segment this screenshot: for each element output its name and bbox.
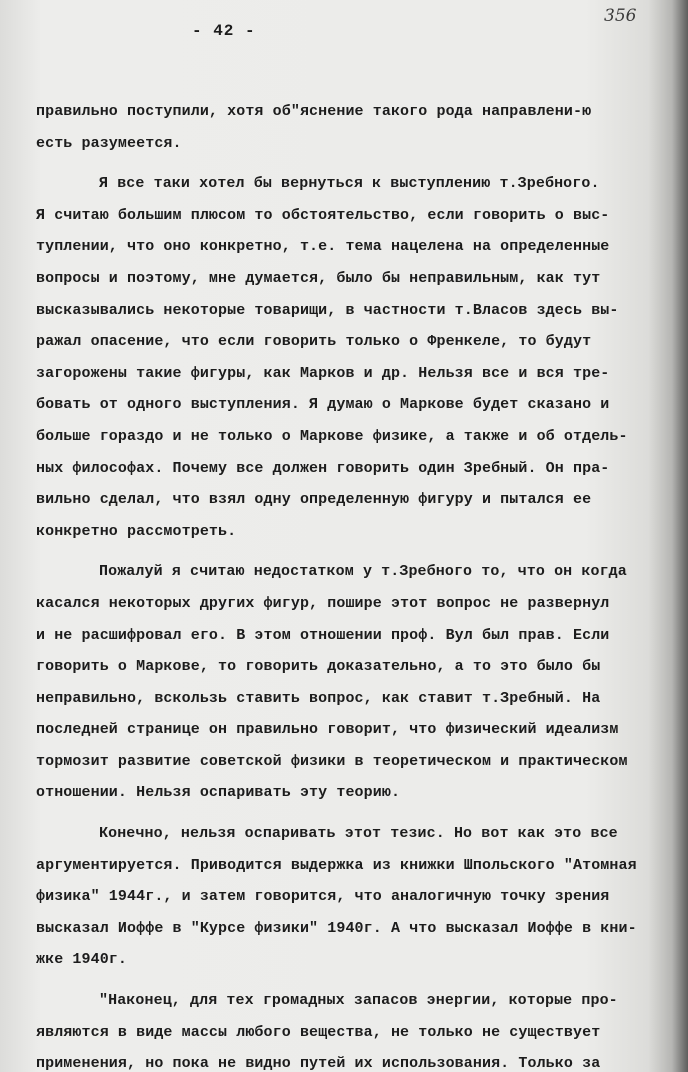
text-line: касался некоторых других фигур, пошире этот вопрос не развернул [36,594,610,612]
text-line: загорожены такие фигуры, как Марков и др. Нельзя все и вся тре- [36,364,610,382]
scan-edge-shadow [648,0,688,1072]
text-line: высказал Иоффе в "Курсе физики" 1940г. А что высказал Иоффе в кни- [36,919,637,937]
text-line: Я все таки хотел бы вернуться к выступлению т.Зребного. [99,175,600,193]
text-line: ных философах. Почему все должен говорить один Зребный. Он пра- [36,459,610,477]
text-line: Я считаю большим плюсом то обстоятельство, если говорить о выс- [36,206,610,224]
text-line: ражал опасение, что если говорить только о Френкеле, то будут [36,333,592,351]
text-line: и не расшифровал его. В этом отношении проф. Вул был прав. Если [36,626,610,644]
text-line: вильно сделал, что взял одну определенную фигуру и пытался ее [36,491,592,509]
text-line: туплении, что оно конкретно, т.е. тема нацелена на определенные [36,238,610,256]
text-line: конкретно рассмотреть. [36,522,237,540]
text-line: больше гораздо и не только о Маркове физике, а также и об отдель- [36,427,628,445]
text-line: неправильно, вскользь ставить вопрос, как ставит т.Зребный. На [36,689,601,707]
archive-folio-number: 356 [604,6,637,26]
text-line: являются в виде массы любого вещества, не только не существует [36,1023,601,1041]
text-line: Пожалуй я считаю недостатком у т.Зребного то, что он когда [99,563,627,581]
text-line: говорить о Маркове, то говорить доказательно, а то это было бы [36,658,601,676]
text-line: тормозит развитие советской физики в теоретическом и практическом [36,752,628,770]
text-line: "Наконец, для тех громадных запасов энергии, которые про- [99,992,618,1010]
text-line: бовать от одного выступления. Я думаю о Маркове будет сказано и [36,396,610,414]
text-line: Конечно, нельзя оспаривать этот тезис. Но вот как это все [99,825,618,843]
text-line: применения, но пока не видно путей их использования. Только за [36,1055,601,1072]
text-line: жке 1940г. [36,951,128,969]
text-line: есть разумеется. [36,134,182,152]
text-line: правильно поступили, хотя об"яснение такого рода направлени-ю [36,103,592,120]
text-line: последней странице он правильно говорит, что физический идеализм [36,721,619,739]
text-line: вопросы и поэтому, мне думается, было бы неправильным, как тут [36,269,601,287]
text-line: физика" 1944г., и затем говорится, что аналогичную точку зрения [36,888,610,906]
text-line: отношении. Нельзя оспаривать эту теорию. [36,784,401,802]
page-number: - 42 - [192,22,256,40]
text-line: аргументируется. Приводится выдержка из книжки Шпольского "Атомная [36,856,637,874]
text-line: высказывались некоторые товарищи, в частности т.Власов здесь вы- [36,301,619,319]
body-text [36,96,662,1072]
